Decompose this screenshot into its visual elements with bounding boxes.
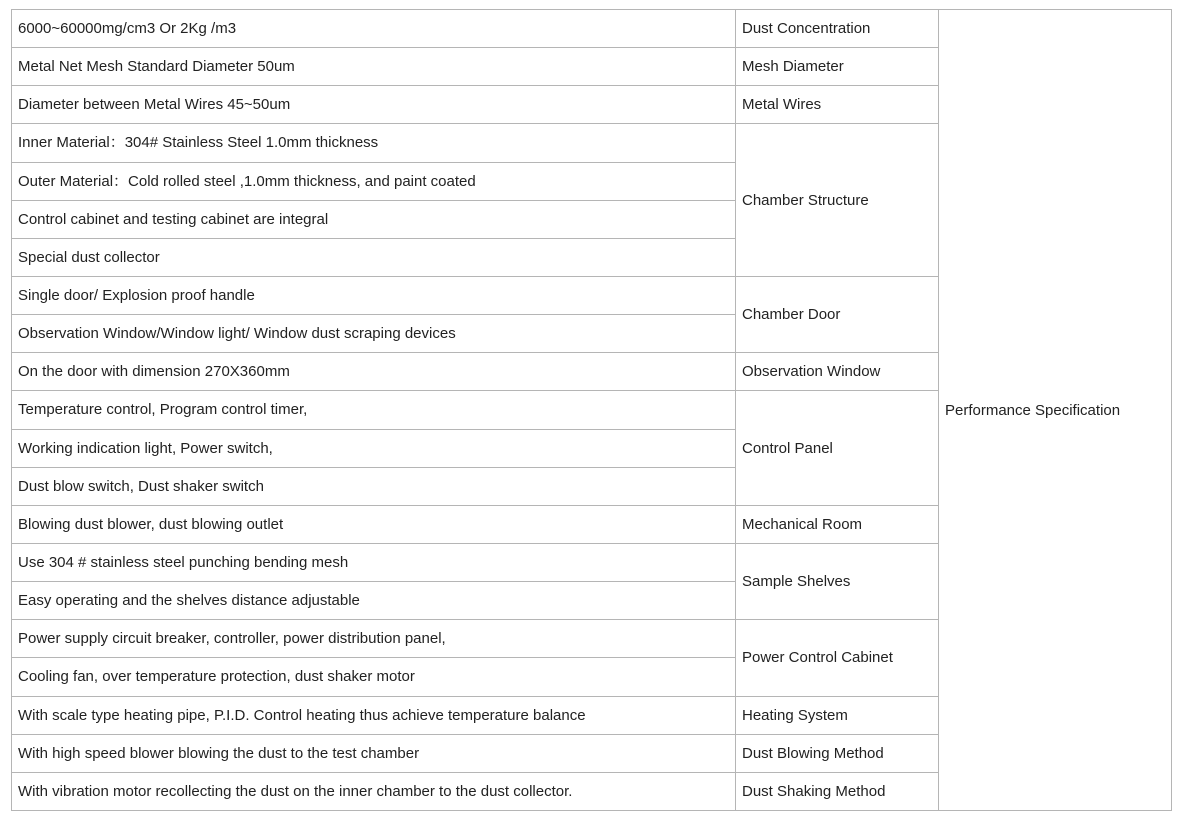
- spec-detail: Outer Material：Cold rolled steel ,1.0mm thickness, and paint coated: [12, 162, 736, 200]
- spec-detail: Single door/ Explosion proof handle: [12, 276, 736, 314]
- spec-category: Control Panel: [736, 391, 939, 505]
- spec-category: Heating System: [736, 696, 939, 734]
- spec-detail: Working indication light, Power switch,: [12, 429, 736, 467]
- spec-detail: Cooling fan, over temperature protection, dust shaker motor: [12, 658, 736, 696]
- spec-detail: Temperature control, Program control timer,: [12, 391, 736, 429]
- spec-detail: Blowing dust blower, dust blowing outlet: [12, 505, 736, 543]
- spec-detail: Dust blow switch, Dust shaker switch: [12, 467, 736, 505]
- spec-detail: Easy operating and the shelves distance adjustable: [12, 582, 736, 620]
- spec-detail: Use 304 # stainless steel punching bending mesh: [12, 543, 736, 581]
- spec-detail: With high speed blower blowing the dust to the test chamber: [12, 734, 736, 772]
- table-row: [12, 10, 1172, 48]
- spec-category: Dust Shaking Method: [736, 772, 939, 810]
- spec-detail: Special dust collector: [12, 238, 736, 276]
- spec-category: Mechanical Room: [736, 505, 939, 543]
- spec-detail: Metal Net Mesh Standard Diameter 50um: [12, 48, 736, 86]
- spec-category: Mesh Diameter: [736, 48, 939, 86]
- spec-detail: Control cabinet and testing cabinet are integral: [12, 200, 736, 238]
- spec-category: Metal Wires: [736, 86, 939, 124]
- spec-category: Chamber Door: [736, 276, 939, 352]
- spec-category: Dust Blowing Method: [736, 734, 939, 772]
- spec-category: Dust Concentration: [736, 10, 939, 48]
- spec-detail: Power supply circuit breaker, controller, power distribution panel,: [12, 620, 736, 658]
- spec-category: Power Control Cabinet: [736, 620, 939, 696]
- spec-category: Chamber Structure: [736, 124, 939, 277]
- spec-detail: Diameter between Metal Wires 45~50um: [12, 86, 736, 124]
- spec-detail: On the door with dimension 270X360mm: [12, 353, 736, 391]
- spec-detail: 6000~60000mg/cm3 Or 2Kg /m3: [12, 10, 736, 48]
- spec-detail: Inner Material：304# Stainless Steel 1.0mm thickness: [12, 124, 736, 162]
- section-label: Performance Specification: [939, 10, 1172, 811]
- performance-spec-table: [11, 9, 1172, 811]
- spec-detail: Observation Window/Window light/ Window dust scraping devices: [12, 315, 736, 353]
- spec-category: Observation Window: [736, 353, 939, 391]
- spec-category: Sample Shelves: [736, 543, 939, 619]
- spec-detail: With scale type heating pipe, P.I.D. Control heating thus achieve temperature balance: [12, 696, 736, 734]
- spec-detail: With vibration motor recollecting the dust on the inner chamber to the dust collector.: [12, 772, 736, 810]
